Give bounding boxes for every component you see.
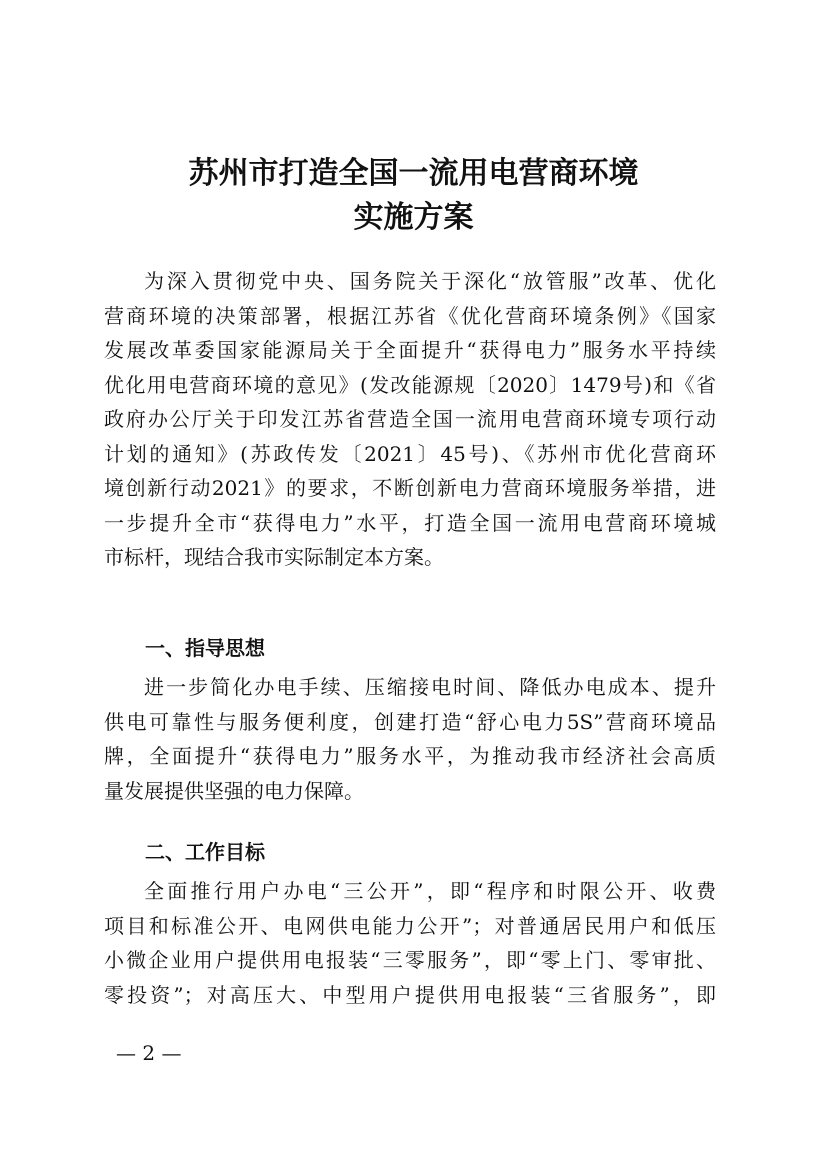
paragraph-line: 市标杆，现结合我市实际制定本方案。 xyxy=(104,545,444,569)
section-heading-guiding-ideology: 一、指导思想 xyxy=(145,636,265,660)
paragraph-line: 供电可靠性与服务便利度，创建打造“舒心电力5S”营商环境品 xyxy=(104,709,716,734)
paragraph-line: 政府办公厅关于印发江苏省营造全国一流用电营商环境专项行动 xyxy=(104,407,716,431)
paragraph-line: 营商环境的决策部署，根据江苏省《优化营商环境条例》《国家 xyxy=(104,303,716,328)
section-heading-work-goals: 二、工作目标 xyxy=(145,840,265,864)
paragraph-line: 计划的通知》(苏政传发〔2021〕45号)、《苏州市优化营商环 xyxy=(104,441,716,466)
paragraph-line: 牌，全面提升“获得电力”服务水平，为推动我市经济社会高质 xyxy=(104,744,716,768)
paragraph-line: 发展改革委国家能源局关于全面提升“获得电力”服务水平持续 xyxy=(104,338,716,362)
paragraph-line: 境创新行动2021》的要求，不断创新电力营商环境服务举措，进 xyxy=(104,476,716,500)
paragraph-line: 量发展提供坚强的电力保障。 xyxy=(104,778,364,803)
paragraph-line: 零投资”；对高压大、中型用户提供用电报装“三省服务”，即 xyxy=(104,982,716,1007)
document-title-line1: 苏州市打造全国一流用电营商环境 xyxy=(188,156,639,191)
page-number: — 2 — xyxy=(116,1041,182,1065)
work-goals-paragraph xyxy=(104,874,716,1012)
paragraph-line: 优化用电营商环境的意见》(发改能源规〔2020〕1479号)和《省 xyxy=(104,372,716,397)
paragraph-line: 项目和标准公开、电网供电能力公开”；对普通居民用户和低压 xyxy=(104,913,716,938)
guiding-ideology-paragraph xyxy=(104,670,716,808)
paragraph-line: 小微企业用户提供用电报装“三零服务”，即“零上门、零审批、 xyxy=(104,948,716,972)
paragraph-line: 全面推行用户办电“三公开”，即“程序和时限公开、收费 xyxy=(144,879,716,903)
document-title-line2: 实施方案 xyxy=(353,200,474,235)
paragraph-line: 进一步简化办电手续、压缩接电时间、降低办电成本、提升 xyxy=(144,675,716,699)
paragraph-line: 一步提升全市“获得电力”水平，打造全国一流用电营商环境城 xyxy=(104,510,716,535)
paragraph-line: 为深入贯彻党中央、国务院关于深化“放管服”改革、优化 xyxy=(144,269,716,293)
intro-paragraph xyxy=(104,264,716,575)
